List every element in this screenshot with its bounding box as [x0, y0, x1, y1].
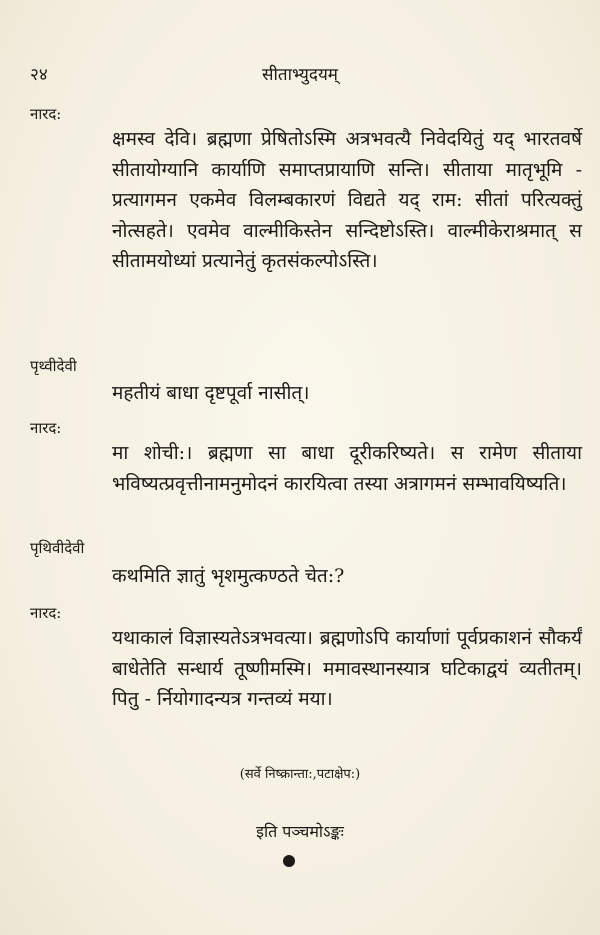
dialogue-prithvi-1 [112, 378, 582, 409]
speaker-prithvi-2: पृथिवीदेवी [30, 539, 85, 557]
dialogue-prithvi-2 [112, 561, 582, 592]
dialogue-narada-2 [112, 438, 582, 499]
dialogue-text: क्षमस्व देवि। ब्रह्मणा प्रेषितोऽस्मि अत्रभवत्यै निवेदयितुं यद् भारतवर्षे सीतायोग्यानि कार्याणि समाप्तप्रायाणि सन्ति। सीताया मातृभूमि - प्रत्यागमन एकमेव विलम्बकारणं विद्यते यद् राम: सीतां परित्यक्तुं नोत्सहते। एवमेव वाल्मीकिस्तेन सन्दिष्टोऽस्ति। वाल्मीकेराश्रमात् स सीतामयोध्यां प्रत्यानेतुं कृतसंकल्पोऽस्ति। [112, 128, 582, 272]
speaker-prithvi-1: पृथ्वीदेवी [30, 357, 77, 375]
speaker-narada-3: नारद: [30, 604, 62, 622]
end-ornament-dot [283, 855, 295, 867]
dialogue-text: महतीयं बाधा दृष्टपूर्वा नासीत्। [112, 382, 310, 404]
running-head [0, 62, 600, 86]
dialogue-narada-3 [112, 623, 582, 715]
dialogue-text: मा शोची:। ब्रह्मणा सा बाधा दूरीकरिष्यते। स रामेण सीताया भविष्यत्प्रवृत्तीनामनुमोदनं कारयित्वा तस्या अत्रागमनं सम्भावयिष्यति। [112, 442, 582, 495]
page-number: २४ [30, 65, 48, 85]
speaker-narada-1: नारद: [30, 105, 62, 123]
dialogue-text: यथाकालं विज्ञास्यतेऽत्रभवत्या। ब्रह्मणोऽपि कार्याणां पूर्वप्रकाशनं सौकर्यं बाधेतेति सन्धार्य तूष्णीमस्मि। ममावस्थानस्यात्र घटिकाद्वयं व्यतीतम्। पितु - र्नियोगादन्यत्र गन्तव्यं मया। [112, 627, 582, 710]
dialogue-text: कथमिति ज्ञातुं भृशमुत्कण्ठते चेत:? [112, 565, 345, 587]
book-title: सीताभ्युदयम् [262, 65, 338, 85]
dialogue-narada-1 [112, 124, 582, 277]
act-end-line: इति पञ्चमोऽङ्कः [256, 822, 344, 841]
stage-direction: (सर्वे निष्क्रान्ता:,पटाक्षेप:) [239, 767, 361, 782]
speaker-narada-2: नारद: [30, 419, 62, 437]
